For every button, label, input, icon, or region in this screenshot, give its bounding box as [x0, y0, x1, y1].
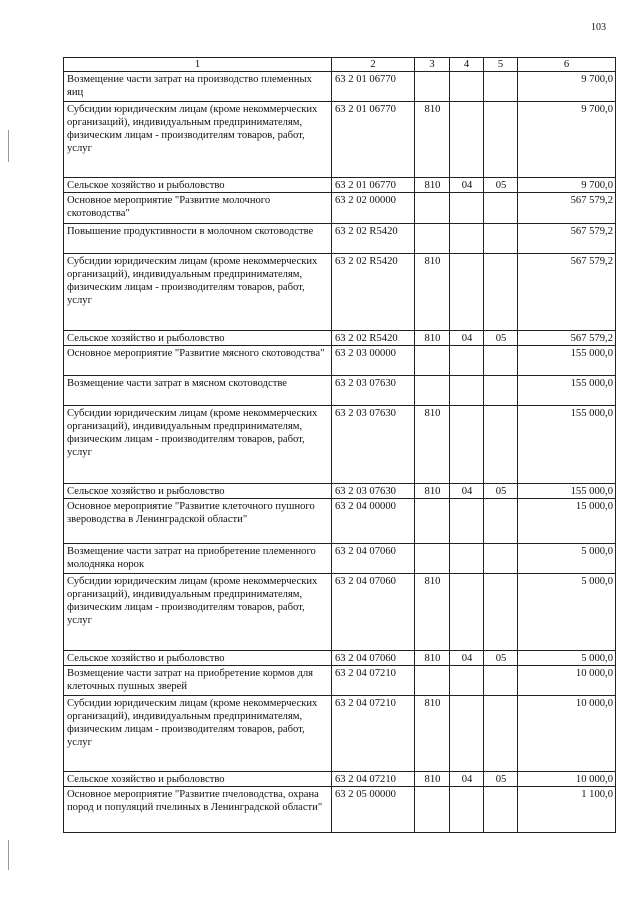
cell-amount: 155 000,0 [518, 346, 616, 376]
cell-subsection [484, 224, 518, 254]
cell-subsection [484, 346, 518, 376]
cell-code: 63 2 04 07060 [332, 544, 415, 574]
cell-section: 04 [450, 772, 484, 787]
table-header-row [64, 58, 616, 72]
table-row [64, 254, 616, 331]
table-row [64, 484, 616, 499]
cell-section: 04 [450, 484, 484, 499]
header-col-4: 4 [450, 58, 484, 72]
cell-name: Сельское хозяйство и рыболовство [64, 178, 332, 193]
table-row [64, 376, 616, 406]
cell-subsection [484, 254, 518, 331]
table-row [64, 787, 616, 833]
cell-code: 63 2 03 07630 [332, 406, 415, 484]
cell-expense-type: 810 [415, 484, 450, 499]
cell-section [450, 193, 484, 224]
cell-subsection [484, 696, 518, 772]
cell-code: 63 2 04 07060 [332, 651, 415, 666]
cell-amount: 5 000,0 [518, 651, 616, 666]
table-row [64, 102, 616, 178]
header-col-1: 1 [64, 58, 332, 72]
cell-section [450, 102, 484, 178]
cell-amount: 567 579,2 [518, 331, 616, 346]
cell-amount: 567 579,2 [518, 254, 616, 331]
cell-section [450, 787, 484, 833]
cell-name: Повышение продуктивности в молочном скотоводстве [64, 224, 332, 254]
cell-amount: 9 700,0 [518, 72, 616, 102]
table-row [64, 651, 616, 666]
table-row [64, 331, 616, 346]
page-number: 103 [591, 22, 606, 33]
cell-code: 63 2 03 07630 [332, 376, 415, 406]
table-row [64, 666, 616, 696]
cell-expense-type [415, 346, 450, 376]
cell-subsection [484, 102, 518, 178]
cell-name: Основное мероприятие "Развитие пчеловодства, охрана пород и популяций пчелиных в Ленинградской области" [64, 787, 332, 833]
header-col-2: 2 [332, 58, 415, 72]
cell-expense-type: 810 [415, 406, 450, 484]
cell-name: Основное мероприятие "Развитие клеточного пушного звероводства в Ленинградской области" [64, 499, 332, 544]
table-row [64, 224, 616, 254]
cell-section [450, 346, 484, 376]
header-col-3: 3 [415, 58, 450, 72]
cell-subsection [484, 787, 518, 833]
cell-code: 63 2 02 R5420 [332, 254, 415, 331]
cell-expense-type [415, 544, 450, 574]
cell-amount: 10 000,0 [518, 772, 616, 787]
cell-code: 63 2 04 07210 [332, 696, 415, 772]
cell-amount: 155 000,0 [518, 406, 616, 484]
table-row [64, 544, 616, 574]
table-row [64, 696, 616, 772]
cell-section [450, 254, 484, 331]
cell-subsection: 05 [484, 484, 518, 499]
table-row [64, 72, 616, 102]
cell-amount: 155 000,0 [518, 376, 616, 406]
cell-name: Субсидии юридическим лицам (кроме некоммерческих организаций), индивидуальным предпринимателям, физическим лицам - производителям товаров, работ, услуг [64, 574, 332, 651]
cell-amount: 567 579,2 [518, 193, 616, 224]
cell-expense-type: 810 [415, 178, 450, 193]
table-row [64, 499, 616, 544]
cell-amount: 5 000,0 [518, 544, 616, 574]
cell-expense-type [415, 72, 450, 102]
cell-name: Субсидии юридическим лицам (кроме некоммерческих организаций), индивидуальным предпринимателям, физическим лицам - производителям товаров, работ, услуг [64, 696, 332, 772]
cell-code: 63 2 03 00000 [332, 346, 415, 376]
table-row [64, 574, 616, 651]
cell-amount: 9 700,0 [518, 178, 616, 193]
cell-subsection [484, 406, 518, 484]
cell-subsection [484, 72, 518, 102]
cell-section [450, 72, 484, 102]
cell-expense-type [415, 666, 450, 696]
cell-section: 04 [450, 178, 484, 193]
cell-code: 63 2 01 06770 [332, 72, 415, 102]
cell-subsection: 05 [484, 331, 518, 346]
cell-code: 63 2 04 00000 [332, 499, 415, 544]
cell-amount: 5 000,0 [518, 574, 616, 651]
cell-name: Субсидии юридическим лицам (кроме некоммерческих организаций), индивидуальным предпринимателям, физическим лицам - производителям товаров, работ, услуг [64, 406, 332, 484]
cell-subsection: 05 [484, 178, 518, 193]
cell-expense-type: 810 [415, 331, 450, 346]
cell-section [450, 376, 484, 406]
cell-expense-type [415, 499, 450, 544]
table-row [64, 406, 616, 484]
cell-subsection: 05 [484, 772, 518, 787]
cell-name: Сельское хозяйство и рыболовство [64, 772, 332, 787]
cell-amount: 567 579,2 [518, 224, 616, 254]
cell-name: Основное мероприятие "Развитие мясного скотоводства" [64, 346, 332, 376]
cell-name: Сельское хозяйство и рыболовство [64, 651, 332, 666]
cell-amount: 155 000,0 [518, 484, 616, 499]
cell-subsection [484, 499, 518, 544]
cell-expense-type: 810 [415, 574, 450, 651]
cell-name: Возмещение части затрат на производство племенных яиц [64, 72, 332, 102]
cell-section [450, 224, 484, 254]
cell-amount: 1 100,0 [518, 787, 616, 833]
cell-code: 63 2 04 07060 [332, 574, 415, 651]
cell-name: Сельское хозяйство и рыболовство [64, 484, 332, 499]
cell-code: 63 2 01 06770 [332, 178, 415, 193]
cell-amount: 10 000,0 [518, 666, 616, 696]
cell-name: Основное мероприятие "Развитие молочного скотоводства" [64, 193, 332, 224]
cell-section [450, 574, 484, 651]
cell-expense-type: 810 [415, 254, 450, 331]
cell-code: 63 2 04 07210 [332, 666, 415, 696]
cell-section [450, 696, 484, 772]
cell-code: 63 2 05 00000 [332, 787, 415, 833]
cell-section [450, 499, 484, 544]
cell-section [450, 666, 484, 696]
scan-edge-mark [8, 130, 9, 162]
cell-amount: 9 700,0 [518, 102, 616, 178]
cell-subsection: 05 [484, 651, 518, 666]
cell-name: Сельское хозяйство и рыболовство [64, 331, 332, 346]
table-row [64, 193, 616, 224]
header-col-5: 5 [484, 58, 518, 72]
cell-amount: 10 000,0 [518, 696, 616, 772]
cell-code: 63 2 02 R5420 [332, 224, 415, 254]
cell-code: 63 2 02 00000 [332, 193, 415, 224]
cell-section [450, 544, 484, 574]
cell-subsection [484, 666, 518, 696]
cell-expense-type [415, 376, 450, 406]
cell-expense-type: 810 [415, 651, 450, 666]
cell-name: Возмещение части затрат на приобретение кормов для клеточных пушных зверей [64, 666, 332, 696]
cell-subsection [484, 376, 518, 406]
cell-code: 63 2 03 07630 [332, 484, 415, 499]
cell-name: Возмещение части затрат на приобретение племенного молодняка норок [64, 544, 332, 574]
cell-expense-type: 810 [415, 772, 450, 787]
cell-name: Субсидии юридическим лицам (кроме некоммерческих организаций), индивидуальным предпринимателям, физическим лицам - производителям товаров, работ, услуг [64, 254, 332, 331]
cell-code: 63 2 01 06770 [332, 102, 415, 178]
cell-expense-type: 810 [415, 102, 450, 178]
cell-section [450, 406, 484, 484]
cell-name: Субсидии юридическим лицам (кроме некоммерческих организаций), индивидуальным предпринимателям, физическим лицам - производителям товаров, работ, услуг [64, 102, 332, 178]
cell-code: 63 2 02 R5420 [332, 331, 415, 346]
cell-expense-type [415, 224, 450, 254]
cell-expense-type [415, 787, 450, 833]
header-col-6: 6 [518, 58, 616, 72]
cell-expense-type: 810 [415, 696, 450, 772]
cell-subsection [484, 544, 518, 574]
scan-edge-mark [8, 840, 9, 870]
cell-subsection [484, 193, 518, 224]
cell-name: Возмещение части затрат в мясном скотоводстве [64, 376, 332, 406]
cell-expense-type [415, 193, 450, 224]
cell-subsection [484, 574, 518, 651]
cell-section: 04 [450, 331, 484, 346]
table-row [64, 772, 616, 787]
budget-table [63, 57, 616, 833]
cell-code: 63 2 04 07210 [332, 772, 415, 787]
table-row [64, 178, 616, 193]
cell-amount: 15 000,0 [518, 499, 616, 544]
cell-section: 04 [450, 651, 484, 666]
table-row [64, 346, 616, 376]
